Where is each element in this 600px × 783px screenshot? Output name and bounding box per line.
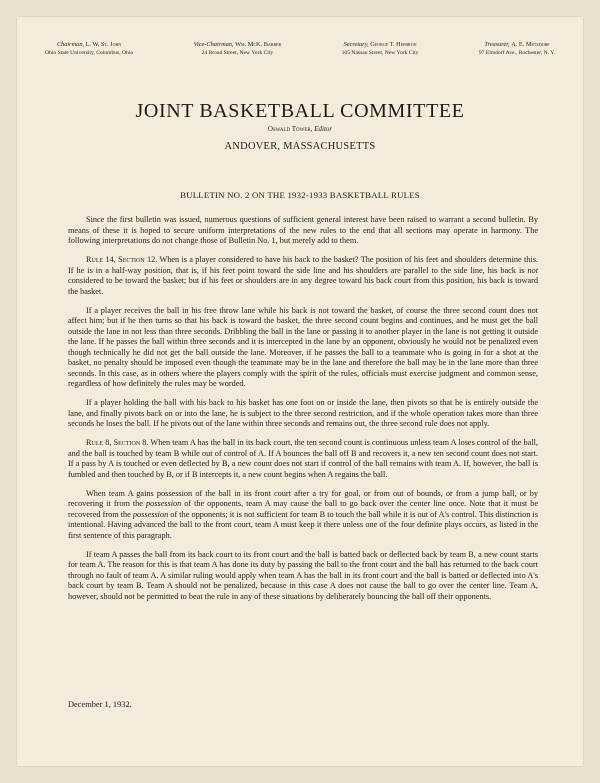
bulletin-body [68, 215, 538, 611]
paragraph-rule-8: Rule 8, Section 8. When team A has the ball in its back court, the ten second count is continuous unless team A loses control of the ball, and the ball is touched by team B while out of control of A. If A bounces the ball off B and recovers it, a new ten second count does not start. If a pass by A is touched or even deflected by B, a new count does not start if control of the ball remains with team A. If, however, the ball is fumbled and then touched by B, or if B intercepts it, a new count begins when A regains the ball. [68, 438, 538, 479]
bulletin-date: December 1, 1932. [68, 700, 132, 709]
paragraph-pivot: If a player holding the ball with his back to his basket has one foot on or inside the lane, then pivots so that he is entirely outside the lane, and finally pivots back on or into the lane, he is subject to the three second restriction, and if the whole operation takes more than three seconds he loses the ball. If he pivots out of the lane within three seconds and remains out, the three second rule does not apply. [68, 398, 538, 428]
officer-vice-chairman: Vice-Chairman, Wm. McK. Barber 24 Broad Street, New York City [193, 41, 282, 56]
paragraph-rule-14: Rule 14, Section 12. When is a player considered to have his back to the basket? The position of his feet and shoulders determine this. If he is in a half-way position, that is, if his feet point toward the side line and his shoulders are parallel to the side line, his back is not considered to be toward the basket; but if his feet or shoulders are in any degree toward his back court from this position, his back is toward the basket. [68, 255, 538, 296]
officer-secretary: Secretary, George T. Hepbron 105 Nassau Street, New York City [341, 41, 419, 56]
editor-line: Oswald Tower, Editor [267, 125, 333, 133]
bulletin-heading: BULLETIN NO. 2 ON THE 1932-1933 BASKETBALL RULES [180, 190, 420, 200]
paragraph-batted-back: If team A passes the ball from its back court to its front court and the ball is batted back or deflected back by team B, a new count starts for team A. The reason for this is that team A has done its duty by passing the ball to the front court and the ball has returned to the back court through no fault of team A. A similar ruling would apply when team A has the ball in its front court and the ball is batted or deflected into A's back court by team B. Team A should not be penalized, because in this case A does not cause the ball to go over the center line. Team A, however, should not be permitted to beat the rule in any of these situations by deliberately bouncing the ball off their opponents. [68, 549, 538, 601]
paragraph-front-court: When team A gains possession of the ball in its front court after a try for goal, or from out of bounds, or from a jump ball, or by recovering it from the possession of the opponents, team A may cause the ball to go back over the center line once. Note that it must be recovered from the possession of the opponents; it is not sufficient for team B to touch the ball while it is out of A's control. This distinction is intentional. Having advanced the ball to the front court, team A must keep it there unless one of the four definite plays occurs, as listed in the first sentence of this paragraph. [68, 488, 538, 540]
officers-header [45, 41, 555, 57]
officer-chairman: Chairman, L. W. St. John Ohio State University, Columbus, Ohio [45, 41, 134, 56]
document-page [17, 17, 583, 766]
paragraph-free-throw-lane: If a player receives the ball in his free throw lane while his back is not toward the basket, of course the three second count does not affect him; but if he then turns so that his back is toward the basket, the three second count begins and continues, and he must get the ball outside the lane in not less than three seconds. Dribbling the ball in the lane or passing it to another player in the lane is not getting it outside the lane. If he passes the ball within three seconds and it is intercepted in the lane by an opponent, obviously he would not be penalized even though technically he did not get the ball outside the lane. Moreover, if he passes the ball to a teammate who is going in for a shot at the basket, no penalty should be imposed even though the teammate may be in the lane and therefore the ball may be in the lane more than three seconds. In this case, as in others where the players comply with the spirit of the rules, officials must exercise judgment and common sense, regardless of how definitely the rules may be worded. [68, 305, 538, 388]
location-line: ANDOVER, MASSACHUSETTS [224, 141, 376, 152]
officer-treasurer: Treasurer, A. E. Metzdorf 97 Elmdorf Ave., Rochester, N. Y. [478, 41, 555, 56]
paragraph-intro: Since the first bulletin was issued, numerous questions of sufficient general interest have been raised to warrant a second bulletin. By means of these it is hoped to secure uniform interpretations of the new rules to the end that all sections may operate in harmony. The following interpretations do not change those of Bulletin No. 1, but merely add to them. [68, 215, 538, 245]
committee-title: JOINT BASKETBALL COMMITTEE [135, 100, 465, 122]
